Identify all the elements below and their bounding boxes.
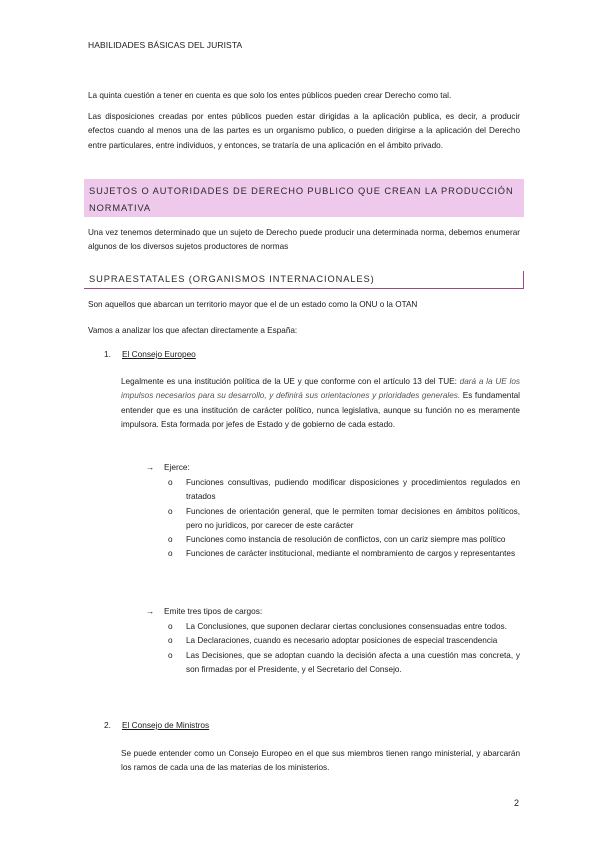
paragraph-dispositions: Las disposiciones creadas por entes públicos pueden estar dirigidas a la aplicación publica, es decir, a producir efectos cuando al menos una de las partes es un organismo publico, o pueden dirigirse a la aplicación del Derecho entre particulares, entre individuos, y entonces, se trataría de una aplicación en el ámbito privado. — [88, 112, 520, 150]
arrow-right-icon: → — [146, 462, 155, 472]
page-number: 2 — [514, 798, 520, 808]
text-run: Es fundamental entender que es una institución de carácter político, nunca legislativa, aunque su función no es meramente impulsora. Esta formada por jefes de Estado y de gobierno de cada estado. — [121, 391, 520, 429]
paragraph-sujetos-intro: Una vez tenemos determinado que un sujeto de Derecho puede producir una determinada norma, debemos enumerar algunos de los diversos sujetos productores de normas — [88, 228, 520, 252]
list-item — [168, 547, 520, 561]
list-number: 2. — [104, 720, 111, 730]
numbered-heading-title: El Consejo Europeo — [122, 349, 196, 359]
numbered-heading-title: El Consejo de Ministros — [122, 720, 210, 730]
list-item — [168, 649, 520, 678]
list-item-text: Las Decisiones, que se adoptan cuando la decisión afecta a una cuestión mas concreta, y son firmadas por el Presidente, y el Secretario del Consejo. — [186, 650, 520, 674]
italic-quote: dará a la UE los impulsos necesarios para su desarrollo, y definirá sus orientaciones y prioridades generales. — [121, 377, 520, 401]
paragraph-public-entities: La quinta cuestión a tener en cuenta es que solo los entes públicos pueden crear Derecho como tal. — [88, 91, 452, 100]
list-item-text: La Conclusiones, que suponen declarar ciertas conclusiones consensuadas entre todos. — [186, 622, 507, 631]
section-heading-sujetos — [84, 179, 524, 217]
section-heading-supraestatales-text: SUPRAESTATALES (ORGANISMOS INTERNACIONALES) — [89, 274, 375, 284]
paragraph-espana: Vamos a analizar los que afectan directamente a España: — [88, 326, 298, 335]
list-item-text: La Declaraciones, cuando es necesario adoptar posiciones de especial trascendencia — [186, 636, 498, 646]
list-item-text: Funciones de carácter institucional, mediante el nombramiento de cargos y representantes — [186, 549, 516, 559]
arrow-item-label: Emite tres tipos de cargos: — [164, 606, 263, 616]
list-number: 1. — [104, 349, 111, 359]
running-header: HABILIDADES BÁSICAS DEL JURISTA — [88, 40, 243, 50]
bullet-circle-icon: o — [168, 636, 173, 646]
bullet-circle-icon: o — [168, 549, 173, 559]
list-item-text: Funciones como instancia de resolución de conflictos, con un cariz siempre mas político — [186, 535, 506, 545]
list-item-text: Funciones consultivas, pudiendo modificar disposiciones y procedimientos regulados en tratados — [186, 478, 520, 502]
paragraph-consejo-ministros: Se puede entender como un Consejo Europeo en el que sus miembros tienen rango ministerial, y abarcarán los ramos de cada una de las materias de los ministerios. — [121, 749, 520, 773]
list-item — [168, 505, 520, 534]
list-item — [168, 620, 520, 634]
bullet-circle-icon: o — [168, 478, 173, 487]
section-heading-supraestatales — [84, 271, 524, 289]
bullet-circle-icon: o — [168, 506, 173, 516]
list-item — [168, 476, 520, 505]
section-heading-sujetos-text: SUJETOS O AUTORIDADES DE DERECHO PUBLICO QUE CREAN LA PRODUCCIÓN NORMATIVA — [89, 186, 514, 213]
bullet-circle-icon: o — [168, 535, 173, 545]
list-item-text: Funciones de orientación general, que le permiten tomar decisiones en ámbitos políticos, pero no jurídicos, por carecer de este carácter — [186, 506, 520, 530]
arrow-right-icon: → — [146, 606, 155, 616]
bullet-list-funciones — [168, 476, 520, 562]
arrow-item-label: Ejerce: — [164, 462, 190, 472]
paragraph-consejo-europeo — [121, 375, 520, 432]
list-item — [168, 533, 520, 547]
bullet-list-cargos — [168, 620, 520, 677]
bullet-circle-icon: o — [168, 650, 173, 660]
list-item — [168, 634, 520, 648]
text-run: Legalmente es una institución política de la UE y que conforme con el artículo 13 del TUE: — [121, 377, 460, 386]
paragraph-supraestatales-def: Son aquellos que abarcan un territorio mayor que el de un estado como la ONU o la OTAN — [88, 300, 418, 309]
bullet-circle-icon: o — [168, 622, 173, 631]
